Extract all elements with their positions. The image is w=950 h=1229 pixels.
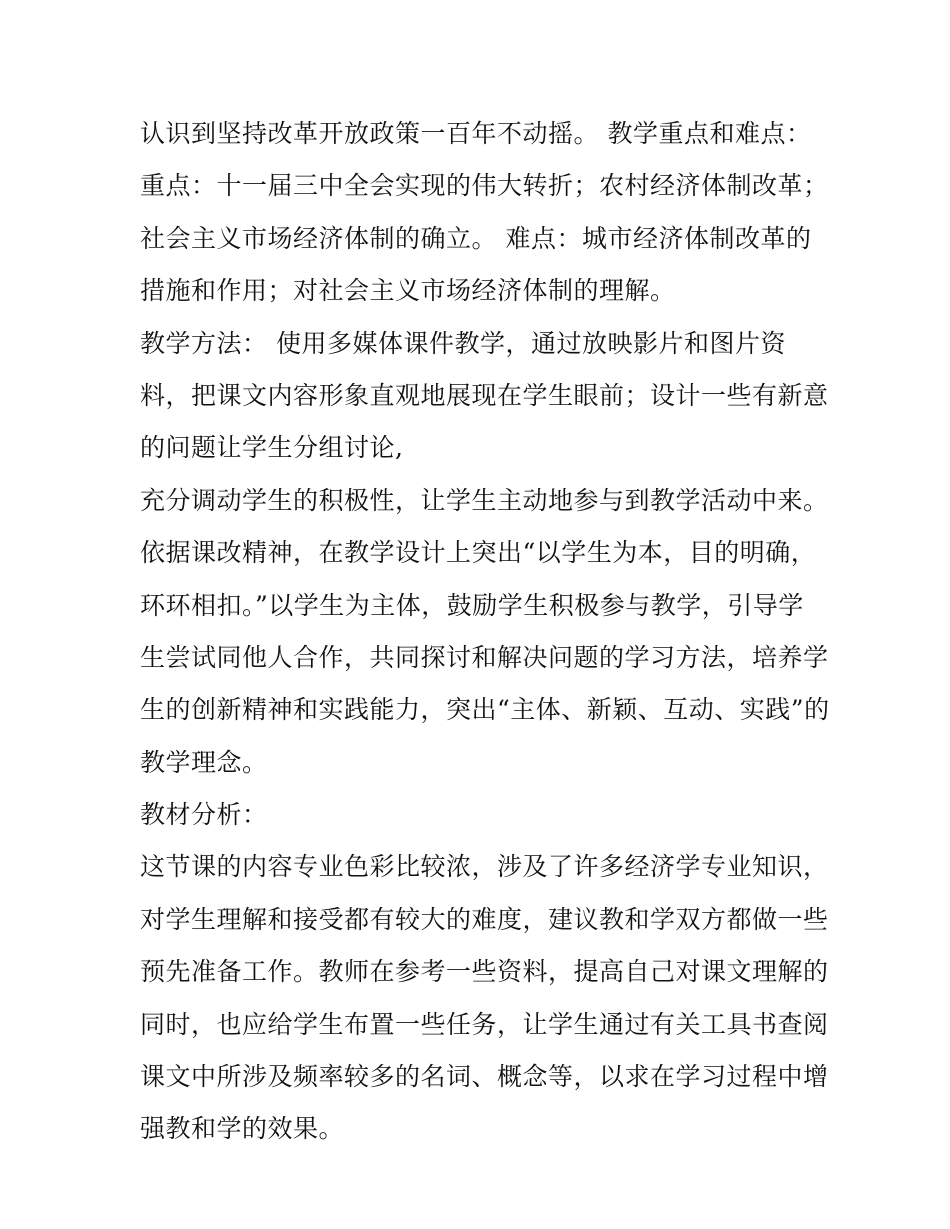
text-line: 重点：十一届三中全会实现的伟大转折；农村经济体制改革； <box>140 171 829 201</box>
text-line: 环环相扣。”以学生为主体，鼓励学生积极参与教学，引导学 <box>140 590 804 620</box>
section-heading: 教材分析： <box>140 800 268 830</box>
text-line: 措施和作用；对社会主义市场经济体制的理解。 <box>140 276 676 306</box>
text-line: 社会主义市场经济体制的确立。 难点：城市经济体制改革的 <box>140 223 812 253</box>
text-line: 生的创新精神和实践能力，突出“主体、新颖、互动、实践”的 <box>140 695 830 725</box>
text-line: 的问题让学生分组讨论, <box>140 433 404 463</box>
text-line: 生尝试同他人合作，共同探讨和解决问题的学习方法，培养学 <box>140 642 829 672</box>
body-text <box>140 108 830 1156</box>
text-line: 这节课的内容专业色彩比较浓，涉及了许多经济学专业知识， <box>140 852 829 882</box>
text-line: 料，把课文内容形象直观地展现在学生眼前；设计一些有新意 <box>140 380 829 410</box>
text-line: 依据课改精神，在教学设计上突出“以学生为本，目的明确， <box>140 538 817 568</box>
text-line: 教学方法： 使用多媒体课件教学，通过放映影片和图片资 <box>140 328 786 358</box>
text-line: 认识到坚持改革开放政策一百年不动摇。 教学重点和难点： <box>140 119 812 148</box>
text-line: 对学生理解和接受都有较大的难度，建议教和学双方都做一些 <box>140 904 829 934</box>
text-line: 教学理念。 <box>140 747 268 777</box>
text-line: 课文中所涉及频率较多的名词、概念等，以求在学习过程中增 <box>140 1062 829 1092</box>
text-line: 强教和学的效果。 <box>140 1114 345 1144</box>
text-line: 预先准备工作。教师在参考一些资料，提高自己对课文理解的 <box>140 957 829 987</box>
text-line: 同时，也应给学生布置一些任务，让学生通过有关工具书查阅 <box>140 1009 829 1039</box>
text-line: 充分调动学生的积极性，让学生主动地参与到教学活动中来。 <box>140 485 829 515</box>
